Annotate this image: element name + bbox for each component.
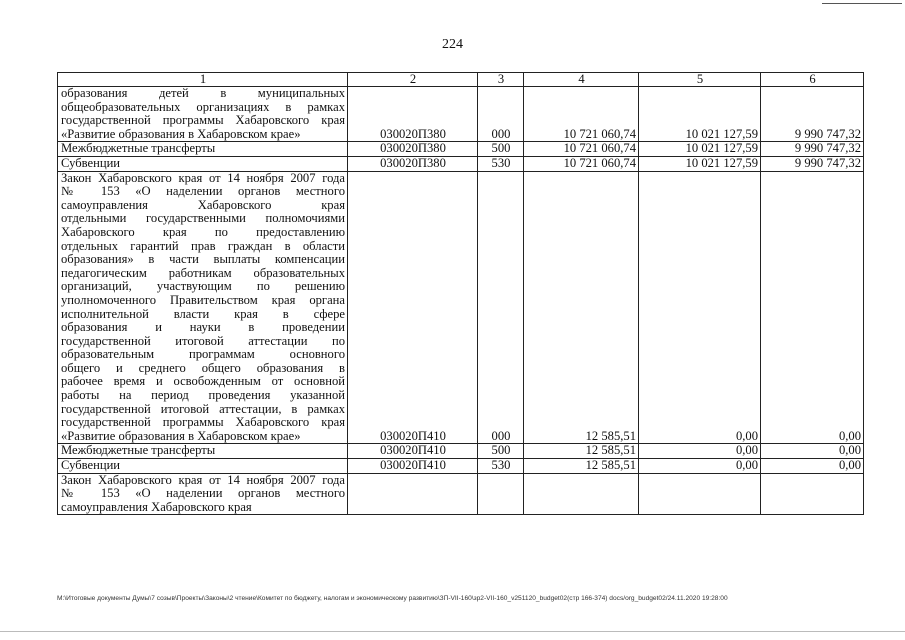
column-header: 5 [639,73,761,87]
amount-year-2 [639,473,761,515]
amount-year-1: 10 721 060,74 [524,156,639,171]
row-name-line: самоуправления Хабаровского края [61,197,345,212]
target-article-code: 030020П380 [348,156,478,171]
table-row [58,156,864,171]
expense-type-code: 000 [478,171,524,444]
amount-year-2: 10 021 127,59 [639,142,761,157]
row-name-cell [58,142,348,157]
amount-year-2: 0,00 [639,444,761,459]
amount-year-1: 12 585,51 [524,459,639,474]
amount-year-3: 9 990 747,32 [761,87,864,142]
amount-year-3: 0,00 [761,444,864,459]
table-row [58,142,864,157]
target-article-code: 030020П410 [348,459,478,474]
amount-year-3: 9 990 747,32 [761,156,864,171]
row-name-line: работы на период проведения указанной [61,388,345,403]
amount-year-1: 12 585,51 [524,171,639,444]
row-name-line: № 153 «О наделении органов местного [61,184,345,199]
row-name-line: уполномоченного Правительством края органа [61,292,345,307]
row-name-cell [58,444,348,459]
column-header: 3 [478,73,524,87]
amount-year-1: 10 721 060,74 [524,87,639,142]
footer-file-path: М:\Итоговые документы Думы\7 созыв\Проекты\Законы\2 чтение\Комитет по бюджету, налогам и экономическому развитию\ЗП-VII-160\зр2-VII-160_v251120_budget02(стр 166-374) docs/org_budget02/24.11.2020 19:28:00 [57,595,728,602]
table-row [58,444,864,459]
row-name-line: педагогическим работникам образовательных [61,265,345,280]
amount-year-1 [524,473,639,515]
column-header: 6 [761,73,864,87]
row-name-cell [58,156,348,171]
row-name-line: образования и науки в проведении [61,320,345,335]
table-row [58,171,864,444]
expense-type-code: 500 [478,444,524,459]
table-row [58,87,864,142]
row-name-line: образования детей в муниципальных [61,86,345,100]
expense-type-code: 000 [478,87,524,142]
amount-year-2: 10 021 127,59 [639,156,761,171]
row-name-line: общего и среднего общего образования в [61,360,345,375]
row-name-line: Хабаровского края по предоставлению [61,224,345,239]
row-name-line: государственной итоговой аттестации по [61,333,345,348]
budget-table [57,72,864,515]
table-row [58,473,864,515]
column-header: 1 [58,73,348,87]
row-name-line: государственной итоговой аттестации, в рамках [61,401,345,416]
amount-year-2: 10 021 127,59 [639,87,761,142]
row-name-line: государственной программы Хабаровского края [61,113,345,128]
amount-year-1: 10 721 060,74 [524,142,639,157]
bottom-edge-line [0,631,905,632]
page-number: 224 [442,37,463,52]
row-name-line: Субвенции [61,155,121,170]
row-name-line: отдельными государственными полномочиями [61,211,345,226]
expense-type-code: 530 [478,459,524,474]
row-name-line: Закон Хабаровского края от 14 ноября 2007 года [61,472,345,487]
row-name-line: государственной программы Хабаровского края [61,415,345,430]
row-name-cell [58,87,348,142]
table-row [58,459,864,474]
amount-year-3: 0,00 [761,171,864,444]
column-header: 4 [524,73,639,87]
table-body [58,87,864,515]
expense-type-code: 500 [478,142,524,157]
target-article-code: 030020П410 [348,444,478,459]
amount-year-3: 9 990 747,32 [761,142,864,157]
target-article-code: 030020П380 [348,87,478,142]
row-name-line: Закон Хабаровского края от 14 ноября 2007 года [61,170,345,185]
row-name-cell [58,473,348,515]
amount-year-2: 0,00 [639,459,761,474]
row-name-line: отдельных гарантий прав граждан в области [61,238,345,253]
target-article-code: 030020П380 [348,142,478,157]
row-name-line: Межбюджетные трансферты [61,141,216,156]
top-edge-line [822,3,902,4]
row-name-line: исполнительной власти края в сфере [61,306,345,321]
row-name-line: № 153 «О наделении органов местного [61,486,345,501]
row-name-line: рабочее время и освобожденным от основной [61,374,345,389]
amount-year-1: 12 585,51 [524,444,639,459]
row-name-cell [58,171,348,444]
row-name-line: «Развитие образования в Хабаровском крае» [61,126,301,141]
target-article-code: 030020П410 [348,171,478,444]
row-name-cell [58,459,348,474]
amount-year-3 [761,473,864,515]
column-header: 2 [348,73,478,87]
amount-year-3: 0,00 [761,459,864,474]
expense-type-code: 530 [478,156,524,171]
amount-year-2: 0,00 [639,171,761,444]
row-name-line: образовательным программам основного [61,347,345,362]
row-name-line: «Развитие образования в Хабаровском крае» [61,428,301,443]
row-name-line: организаций, участвующим по решению [61,279,345,294]
table-header-row [58,73,864,87]
row-name-line: Субвенции [61,458,121,473]
expense-type-code [478,473,524,515]
row-name-line: общеобразовательных организациях в рамках [61,99,345,114]
row-name-line: Межбюджетные трансферты [61,443,216,458]
row-name-line: самоуправления Хабаровского края [61,499,252,514]
row-name-line: образования» в части выплаты компенсации [61,252,345,267]
target-article-code [348,473,478,515]
